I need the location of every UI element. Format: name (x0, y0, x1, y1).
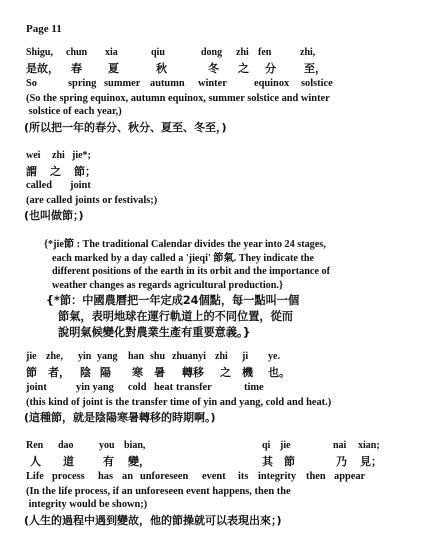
hanzi-char: 道 (63, 455, 74, 468)
english-word: transfer (176, 382, 212, 393)
hanzi-char: 節 (26, 366, 37, 379)
hanzi-char: 冬 (208, 62, 219, 75)
hanzi-char: 人 (30, 455, 41, 468)
hanzi-char: 寒 (132, 366, 143, 379)
english-word: Life (26, 471, 44, 482)
chinese-translation: (也叫做節；) (24, 209, 84, 222)
chinese-translation: (人生的過程中遇到變故，他的節操就可以表現出來；) (24, 514, 282, 527)
footnote-line: different positions of the earth in its orbit and the importance of (52, 266, 330, 277)
english-word: yin yang (76, 382, 114, 393)
hanzi-char: 機 (242, 366, 253, 379)
english-word: autumn (150, 78, 185, 89)
english-word: an (122, 471, 133, 482)
english-word: spring (68, 78, 97, 89)
pinyin-word: nai (333, 440, 347, 451)
hanzi-char: 夏 (108, 62, 119, 75)
page-title: Page 11 (26, 23, 62, 35)
hanzi-char: 陽 (100, 366, 111, 379)
footnote-cn-line: 節氣，表明地球在運行軌道上的不同位置，從而 (58, 310, 293, 323)
hanzi-char: 見； (360, 455, 382, 468)
hanzi-char: 轉移 (182, 366, 204, 379)
pinyin-word: zhuanyi (172, 351, 206, 362)
english-word: unforeseen (140, 471, 189, 482)
hanzi-char: 節 (284, 455, 295, 468)
translation-line: (this kind of joint is the transfer time of yin and yang, cold and heat.) (26, 397, 332, 408)
english-word: appear (334, 471, 366, 482)
footnote-line: {*jie節 : The traditional Calendar divides the year into 24 stages, (44, 239, 326, 250)
translation-line: (So the spring equinox, autumn equinox, summer solstice and winter (26, 93, 330, 104)
hanzi-char: 也。 (268, 366, 290, 379)
english-word: its (238, 471, 249, 482)
pinyin-word: yang (97, 351, 118, 362)
english-word: summer (104, 78, 141, 89)
hanzi-char: 春 (71, 62, 82, 75)
chinese-translation: (這種節，就是陰陽寒暑轉移的時期啊。) (24, 411, 216, 424)
hanzi-char: 之 (50, 165, 61, 178)
pinyin-word: xia (105, 47, 118, 58)
pinyin-word: dong (201, 47, 223, 58)
english-word: joint (26, 382, 47, 393)
english-word: has (98, 471, 114, 482)
footnote-line: each marked by a day called a 'jieqi' 節氣. They indicate the (52, 253, 315, 264)
pinyin-word: fen (258, 47, 272, 58)
footnote-line: weather changes as regards agricultural production.} (52, 280, 283, 291)
hanzi-char: 其 (262, 455, 273, 468)
pinyin-word: Shigu, (26, 47, 53, 58)
hanzi-char: 陰 (80, 366, 91, 379)
hanzi-char: 之 (220, 366, 231, 379)
pinyin-word: yin (78, 351, 92, 362)
hanzi-char: 暑 (154, 366, 165, 379)
footnote-cn-line: {*節：中國農曆把一年定成24個點，每一點叫一個 (46, 294, 300, 307)
english-word: So (26, 78, 37, 89)
english-word: called (26, 180, 52, 191)
translation-line: integrity would be shown;) (26, 499, 148, 510)
pinyin-word: zhi (52, 150, 65, 161)
pinyin-word: jie (26, 351, 37, 362)
english-word: integrity (258, 471, 297, 482)
english-word: solstice (301, 78, 333, 89)
english-word: event (202, 471, 226, 482)
english-word: time (244, 382, 264, 393)
pinyin-word: ji (242, 351, 249, 362)
pinyin-word: qi (262, 440, 271, 451)
hanzi-char: 節； (74, 165, 96, 178)
pinyin-word: Ren (26, 440, 44, 451)
english-word: equinox (254, 78, 290, 89)
translation-line: (are called joints or festivals;) (26, 195, 158, 206)
translation-line: solstice of each year,) (26, 106, 122, 117)
pinyin-word: zhi (236, 47, 249, 58)
pinyin-word: jie*; (72, 150, 91, 161)
translation-line: (In the life process, if an unforeseen event happens, then the (26, 486, 291, 497)
english-word: winter (198, 78, 227, 89)
pinyin-word: shu (150, 351, 166, 362)
pinyin-word: zhi, (300, 47, 316, 58)
english-word: process (52, 471, 85, 482)
pinyin-word: wei (26, 150, 41, 161)
pinyin-word: dao (58, 440, 74, 451)
hanzi-char: 變， (128, 455, 150, 468)
hanzi-char: 乃 (336, 455, 347, 468)
pinyin-word: zhi (215, 351, 228, 362)
pinyin-word: jie (280, 440, 291, 451)
pinyin-word: qiu (151, 47, 165, 58)
hanzi-char: 謂 (26, 165, 37, 178)
hanzi-char: 分 (265, 62, 276, 75)
hanzi-char: 秋 (156, 62, 167, 75)
chinese-translation: (所以把一年的春分、秋分、夏至、冬至，) (24, 121, 227, 134)
english-word: cold (128, 382, 147, 393)
hanzi-char: 是故， (26, 62, 59, 75)
pinyin-word: ye. (268, 351, 280, 362)
english-word: joint (70, 180, 91, 191)
footnote-cn-line: 說明氣候變化對農業生產有重要意義。} (58, 326, 251, 339)
english-word: then (306, 471, 326, 482)
pinyin-word: zhe, (46, 351, 63, 362)
pinyin-word: bian, (124, 440, 146, 451)
pinyin-word: chun (66, 47, 88, 58)
pinyin-word: you (99, 440, 115, 451)
english-word: heat (154, 382, 174, 393)
hanzi-char: 者， (48, 366, 70, 379)
hanzi-char: 至， (304, 62, 326, 75)
pinyin-word: xian; (358, 440, 380, 451)
pinyin-word: han (128, 351, 145, 362)
hanzi-char: 有 (103, 455, 114, 468)
hanzi-char: 之 (238, 62, 249, 75)
